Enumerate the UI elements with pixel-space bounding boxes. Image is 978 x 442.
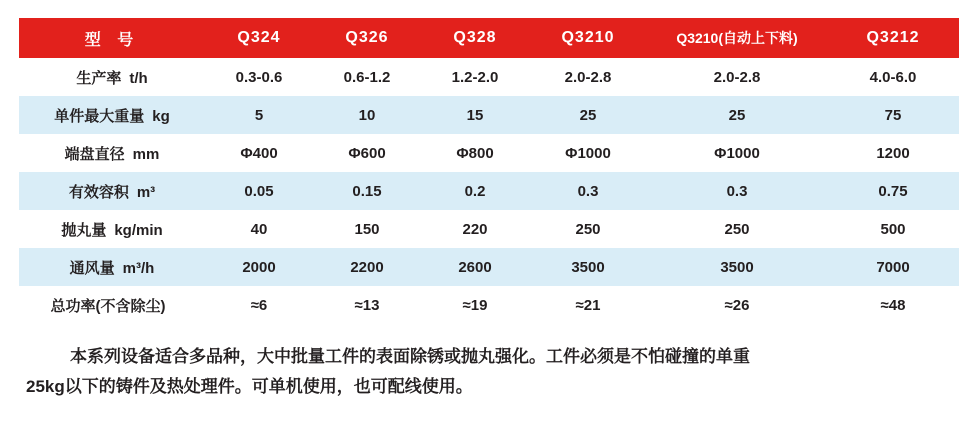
cell: 500 — [827, 210, 959, 248]
cell: ≈48 — [827, 286, 959, 324]
cell: 2000 — [205, 248, 313, 286]
cell: 2600 — [421, 248, 529, 286]
description-note — [26, 342, 952, 402]
cell: 10 — [313, 96, 421, 134]
table-row — [19, 172, 959, 210]
cell: 15 — [421, 96, 529, 134]
cell: 220 — [421, 210, 529, 248]
cell: 2200 — [313, 248, 421, 286]
cell: 5 — [205, 96, 313, 134]
cell: Φ600 — [313, 134, 421, 172]
cell: 2.0-2.8 — [529, 58, 647, 96]
table-row — [19, 248, 959, 286]
row-label-end-plate-diameter: 端盘直径 mm — [19, 134, 205, 172]
cell: ≈6 — [205, 286, 313, 324]
cell: ≈13 — [313, 286, 421, 324]
table-row — [19, 58, 959, 96]
cell: ≈21 — [529, 286, 647, 324]
cell: 0.6-1.2 — [313, 58, 421, 96]
table-header-row — [19, 18, 959, 58]
header-cell-q3212: Q3212 — [827, 18, 959, 58]
cell: ≈19 — [421, 286, 529, 324]
cell: 3500 — [647, 248, 827, 286]
cell: 3500 — [529, 248, 647, 286]
header-cell-model: 型 号 — [19, 18, 205, 58]
specification-table — [19, 18, 959, 324]
header-cell-q324: Q324 — [205, 18, 313, 58]
cell: 25 — [647, 96, 827, 134]
cell: 4.0-6.0 — [827, 58, 959, 96]
cell: 2.0-2.8 — [647, 58, 827, 96]
spec-sheet-page — [0, 18, 978, 442]
header-cell-q3210: Q3210 — [529, 18, 647, 58]
header-cell-q326: Q326 — [313, 18, 421, 58]
cell: Φ400 — [205, 134, 313, 172]
table-row — [19, 286, 959, 324]
row-label-shot-blast-volume: 抛丸量 kg/min — [19, 210, 205, 248]
cell: 0.2 — [421, 172, 529, 210]
note-line-1: 本系列设备适合多品种，大中批量工件的表面除锈或抛丸强化。工件必须是不怕碰撞的单重 — [70, 347, 750, 366]
row-label-max-single-weight: 单件最大重量 kg — [19, 96, 205, 134]
cell: 0.3 — [529, 172, 647, 210]
cell: 0.75 — [827, 172, 959, 210]
cell: Φ800 — [421, 134, 529, 172]
cell: 0.05 — [205, 172, 313, 210]
table-row — [19, 210, 959, 248]
table-row — [19, 96, 959, 134]
cell: 1.2-2.0 — [421, 58, 529, 96]
cell: 150 — [313, 210, 421, 248]
header-cell-q328: Q328 — [421, 18, 529, 58]
cell: 250 — [529, 210, 647, 248]
cell: 0.15 — [313, 172, 421, 210]
note-line-2: 25kg以下的铸件及热处理件。可单机使用，也可配线使用。 — [26, 377, 473, 396]
cell: 75 — [827, 96, 959, 134]
row-label-effective-volume: 有效容积 m³ — [19, 172, 205, 210]
row-label-ventilation-volume: 通风量 m³/h — [19, 248, 205, 286]
cell: Φ1000 — [647, 134, 827, 172]
cell: 7000 — [827, 248, 959, 286]
table-row — [19, 134, 959, 172]
cell: 0.3 — [647, 172, 827, 210]
cell: Φ1000 — [529, 134, 647, 172]
cell: 0.3-0.6 — [205, 58, 313, 96]
cell: 1200 — [827, 134, 959, 172]
cell: 250 — [647, 210, 827, 248]
cell: ≈26 — [647, 286, 827, 324]
header-cell-q3210-auto: Q3210(自动上下料) — [647, 18, 827, 58]
cell: 40 — [205, 210, 313, 248]
cell: 25 — [529, 96, 647, 134]
row-label-total-power: 总功率(不含除尘) — [19, 286, 205, 324]
row-label-production-rate: 生产率 t/h — [19, 58, 205, 96]
